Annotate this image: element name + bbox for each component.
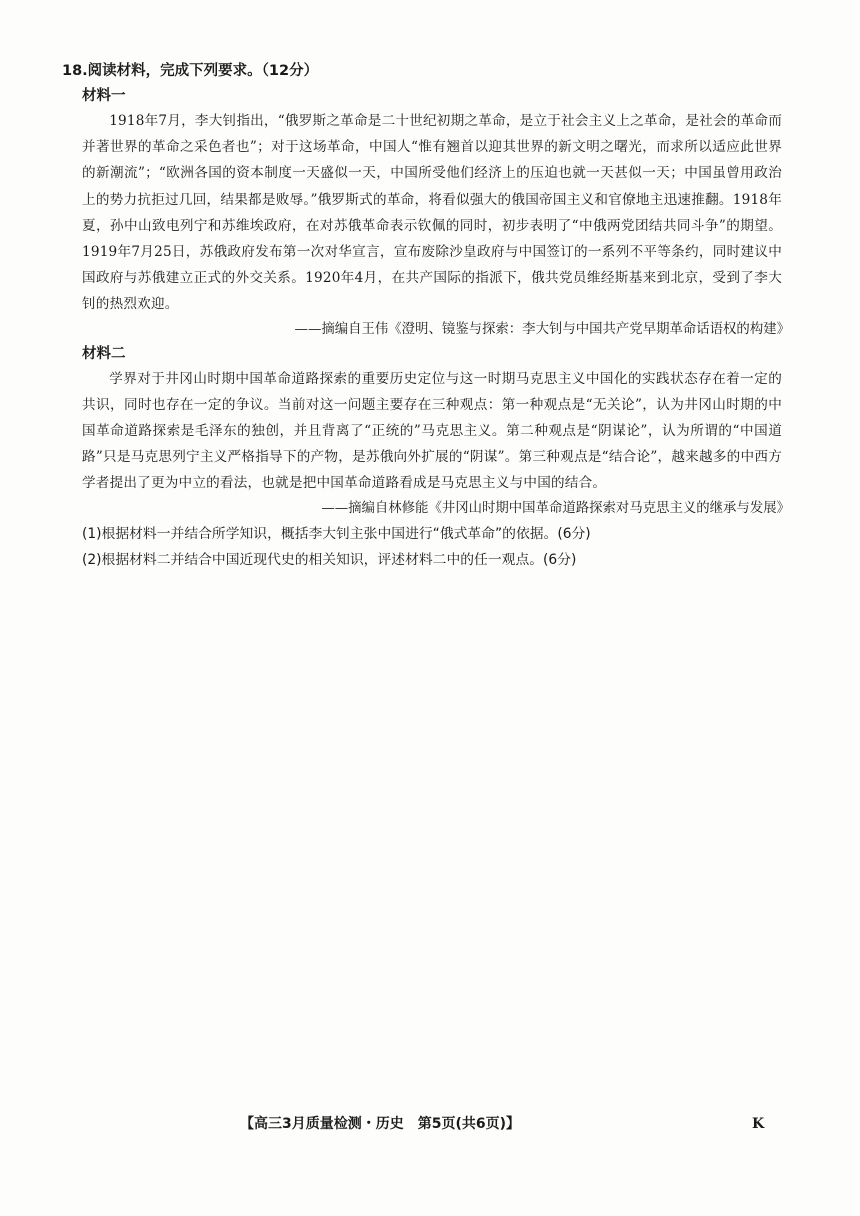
material-1-source: ——摘编自王伟《澄明、镜鉴与探索：李大钊与中国共产党早期革命话语权的构建》	[294, 321, 790, 337]
footer-version-code: K	[752, 1116, 765, 1132]
material-1-text: 1918年7月，李大钊指出，“俄罗斯之革命是二十世纪初期之革命，是立于社会主义上之革命，是社会的革命而并著世界的革命之采色者也”；对于这场革命，中国人“惟有翘首以迎其世界的新文明之曙光，而求所以适应此世界的新潮流”；“欧洲各国的资本制度一天盛似一天，中国所受他们经济上的压迫也就一天甚似一天；中国虽曾用政治上的势力抗拒过几回，结果都是败辱。”俄罗斯式的革命，将看似强大的俄国帝国主义和官僚地主迅速推翻。1918年夏，孙中山致电列宁和苏维埃政府，在对苏俄革命表示钦佩的同时，初步表明了“中俄两党团结共同斗争”的期望。1919年7月25日，苏俄政府发布第一次对华宣言，宣布废除沙皇政府与中国签订的一系列不平等条约，同时建议中国政府与苏俄建立正式的外交关系。1920年4月，在共产国际的指派下，俄共党员维经斯基来到北京，受到了李大钊的热烈欢迎。	[82, 113, 782, 313]
page-footer	[0, 1112, 860, 1136]
material-2-text: 学界对于井冈山时期中国革命道路探索的重要历史定位与这一时期马克思主义中国化的实践状态存在着一定的共识，同时也存在一定的争议。当前对这一问题主要存在三种观点：第一种观点是“无关论”，认为井冈山时期的中国革命道路探索是毛泽东的独创，并且背离了“正统的”马克思主义。第二种观点是“阴谋论”，认为所谓的“中国道路”只是马克思列宁主义严格指导下的产物，是苏俄向外扩展的“阴谋”。第三种观点是“结合论”，越来越多的中西方学者提出了更为中立的看法，也就是把中国革命道路看成是马克思主义与中国的结合。	[82, 370, 782, 492]
question-block	[62, 58, 790, 573]
material-1-heading: 材料一	[82, 88, 126, 104]
footer-page-info: 【高三3月质量检测・历史 第5页(共6页)】	[240, 1116, 521, 1132]
question-title: 18.阅读材料，完成下列要求。（12分）	[62, 63, 319, 79]
material-2-heading: 材料二	[82, 345, 126, 362]
material-2-source: ——摘编自林修能《井冈山时期中国革命道路探索对马克思主义的继承与发展》	[321, 500, 790, 516]
task-2: (2)根据材料二并结合中国近现代史的相关知识，评述材料二中的任一观点。(6分)	[82, 551, 577, 568]
task-1: (1)根据材料一并结合所学知识，概括李大钊主张中国进行“俄式革命”的依据。(6分)	[82, 525, 591, 542]
